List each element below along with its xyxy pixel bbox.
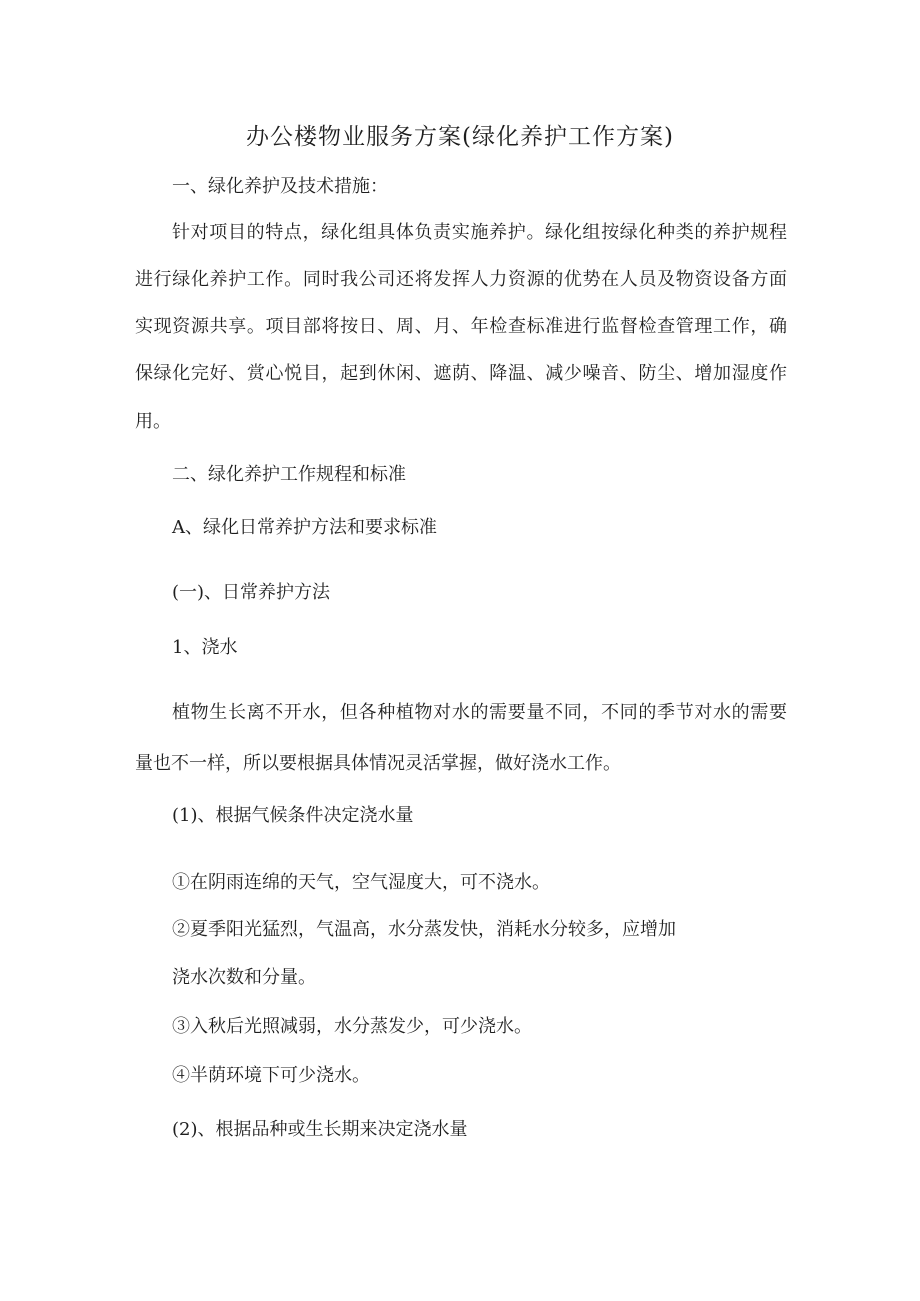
item-1-heading: 1、浇水 — [172, 637, 238, 658]
section-1-para-line-3: 实现资源共享。项目部将按日、周、月、年检查标准进行监督检查管理工作，确 — [135, 316, 787, 337]
subsection-a-heading: A、绿化日常养护方法和要求标准 — [172, 517, 437, 538]
point-1-item-3: ③入秋后光照减弱，水分蒸发少，可少浇水。 — [172, 1016, 532, 1037]
section-2-heading: 二、绿化养护工作规程和标准 — [172, 464, 406, 485]
subsection-1-heading: (一)、日常养护方法 — [172, 582, 331, 603]
document-title: 办公楼物业服务方案(绿化养护工作方案) — [246, 124, 674, 150]
point-1-item-1: ①在阴雨连绵的天气，空气湿度大，可不浇水。 — [172, 872, 550, 893]
point-2-heading: (2)、根据品种或生长期来决定浇水量 — [172, 1119, 468, 1140]
item-1-para-line-1: 植物生长离不开水，但各种植物对水的需要量不同，不同的季节对水的需要 — [172, 702, 787, 723]
point-1-item-2: ②夏季阳光猛烈，气温高，水分蒸发快，消耗水分较多，应增加 — [172, 919, 676, 940]
section-1-para-line-2: 进行绿化养护工作。同时我公司还将发挥人力资源的优势在人员及物资设备方面 — [135, 269, 787, 290]
point-1-item-2-continued: 浇水次数和分量。 — [172, 967, 316, 988]
section-1-heading: 一、绿化养护及技术措施： — [172, 176, 388, 197]
point-1-item-4: ④半荫环境下可少浇水。 — [172, 1065, 370, 1086]
section-1-para-line-5: 用。 — [135, 411, 171, 432]
item-1-para-line-2: 量也不一样，所以要根据具体情况灵活掌握，做好浇水工作。 — [135, 753, 621, 774]
point-1-heading: (1)、根据气候条件决定浇水量 — [172, 805, 414, 826]
section-1-para-line-4: 保绿化完好、赏心悦目，起到休闲、遮荫、降温、减少噪音、防尘、增加湿度作 — [135, 363, 787, 384]
section-1-para-line-1: 针对项目的特点，绿化组具体负责实施养护。绿化组按绿化种类的养护规程 — [172, 222, 787, 243]
